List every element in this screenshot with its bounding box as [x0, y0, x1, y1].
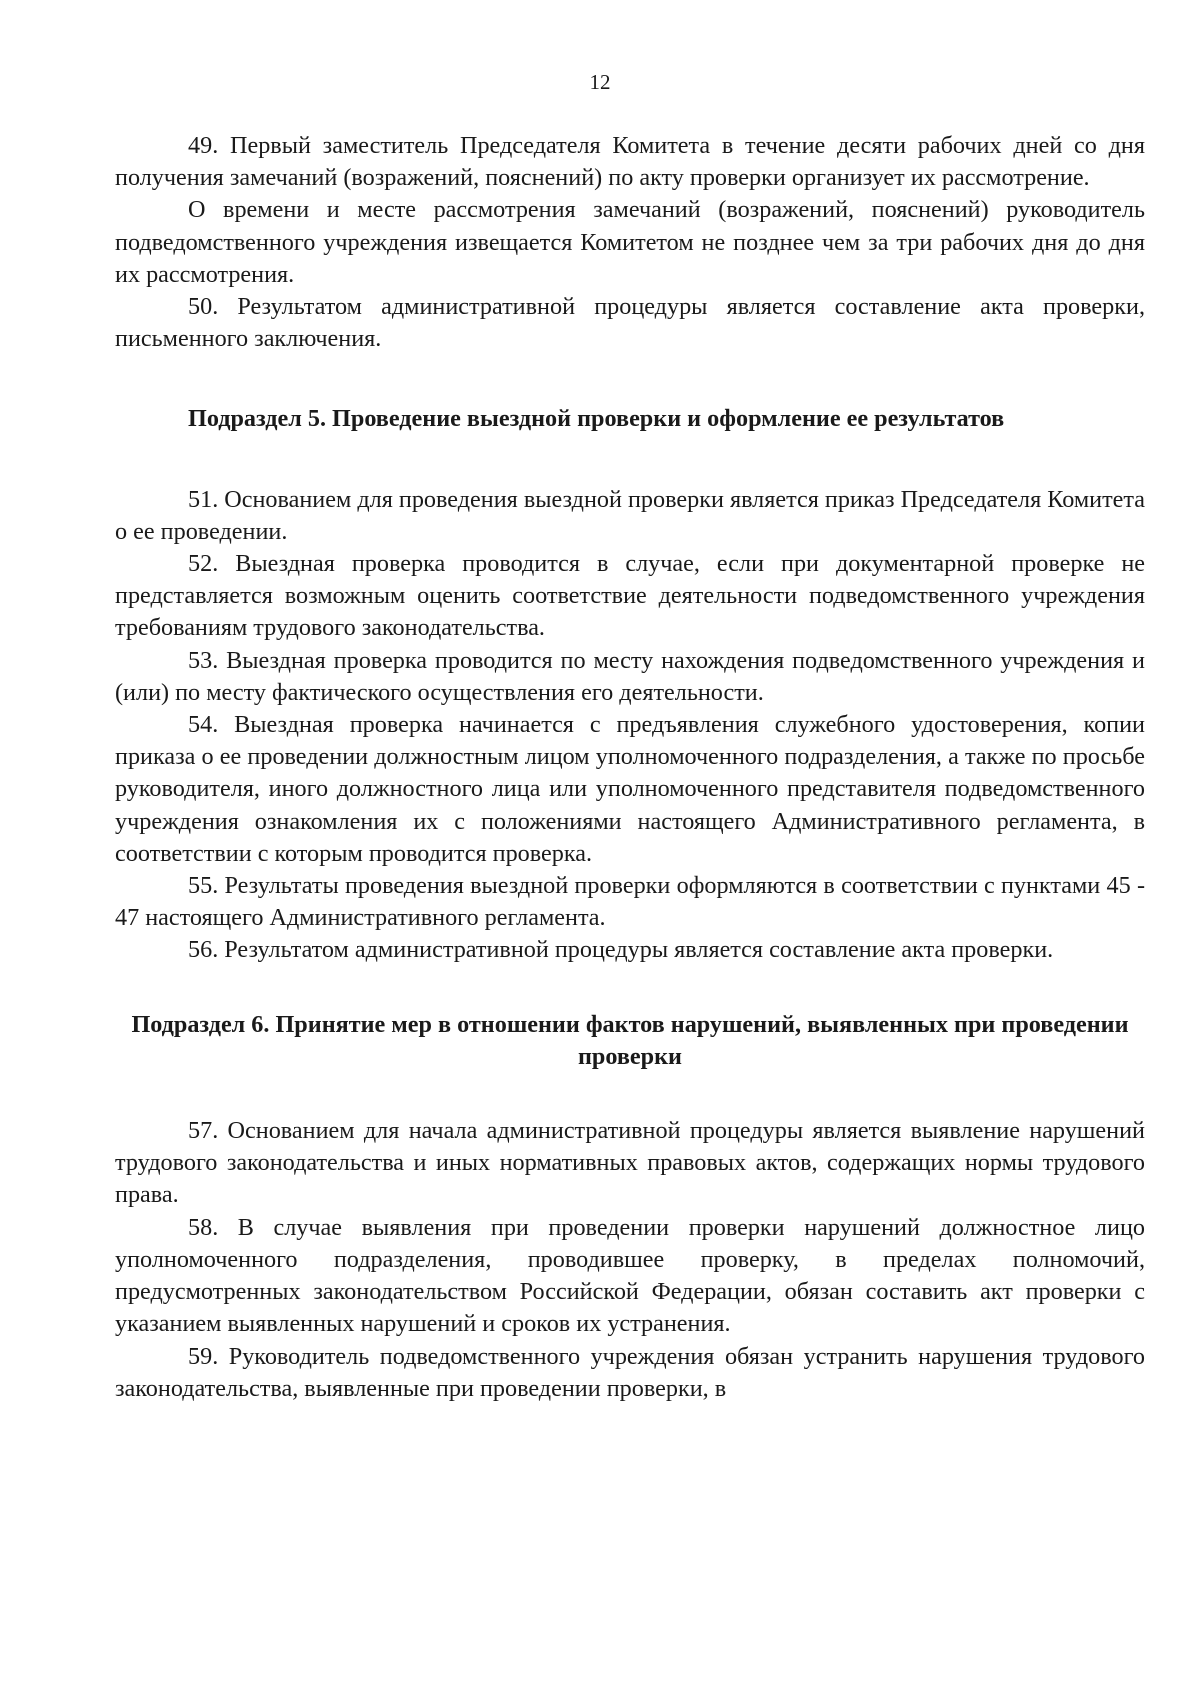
paragraph-58: 58. В случае выявления при проведении проверки нарушений должностное лицо уполномоченного подразделения, проводившее проверку, в пределах полномочий, предусмотренных законодательством Российской Федерации, обязан составить акт проверки с указанием выявленных нарушений и сроков их устранения. [115, 1213, 1145, 1338]
paragraph-55: 55. Результаты проведения выездной проверки оформляются в соответствии с пунктами 45 - 47 настоящего Административного регламента. [115, 872, 1145, 932]
section-heading-5: Подраздел 5. Проведение выездной проверки и оформление ее результатов [188, 405, 1005, 433]
paragraph-51: 51. Основанием для проведения выездной проверки является приказ Председателя Комитета о ее проведении. [115, 485, 1145, 545]
document-body [115, 130, 1145, 1405]
paragraph-59: 59. Руководитель подведомственного учреждения обязан устранить нарушения трудового законодательства, выявленные при проведении проверки, в [115, 1342, 1145, 1402]
spacer [115, 436, 1145, 484]
paragraph-50: 50. Результатом административной процедуры является составление акта проверки, письменного заключения. [115, 293, 1145, 353]
spacer [115, 967, 1145, 1009]
spacer [115, 355, 1145, 403]
paragraph-49: 49. Первый заместитель Председателя Комитета в течение десяти рабочих дней со дня получения замечаний (возражений, пояснений) по акту проверки организует их рассмотрение. [115, 132, 1145, 192]
paragraph-49-notice: О времени и месте рассмотрения замечаний (возражений, пояснений) руководитель подведомственного учреждения извещается Комитетом не позднее чем за три рабочих дня до дня их рассмотрения. [115, 196, 1145, 288]
paragraph-56: 56. Результатом административной процедуры является составление акта проверки. [188, 936, 1054, 964]
page-number: 12 [589, 70, 611, 94]
spacer [115, 1073, 1145, 1115]
paragraph-57: 57. Основанием для начала административной процедуры является выявление нарушений трудового законодательства и иных нормативных правовых актов, содержащих нормы трудового права. [115, 1117, 1145, 1209]
section-heading-6: Подраздел 6. Принятие мер в отношении фактов нарушений, выявленных при проведении проверки [131, 1010, 1129, 1070]
paragraph-53: 53. Выездная проверка проводится по месту нахождения подведомственного учреждения и (или) по месту фактического осуществления его деятельности. [115, 646, 1145, 706]
paragraph-52: 52. Выездная проверка проводится в случае, если при документарной проверке не представляется возможным оценить соответствие деятельности подведомственного учреждения требованиям трудового законодательства. [115, 550, 1145, 642]
paragraph-54: 54. Выездная проверка начинается с предъявления служебного удостоверения, копии приказа о ее проведении должностным лицом уполномоченного подразделения, а также по просьбе руководителя, иного должностного лица или уполномоченного представителя подведомственного учреждения ознакомления их с положениями настоящего Административного регламента, в соответствии с которым проводится проверка. [115, 711, 1145, 867]
